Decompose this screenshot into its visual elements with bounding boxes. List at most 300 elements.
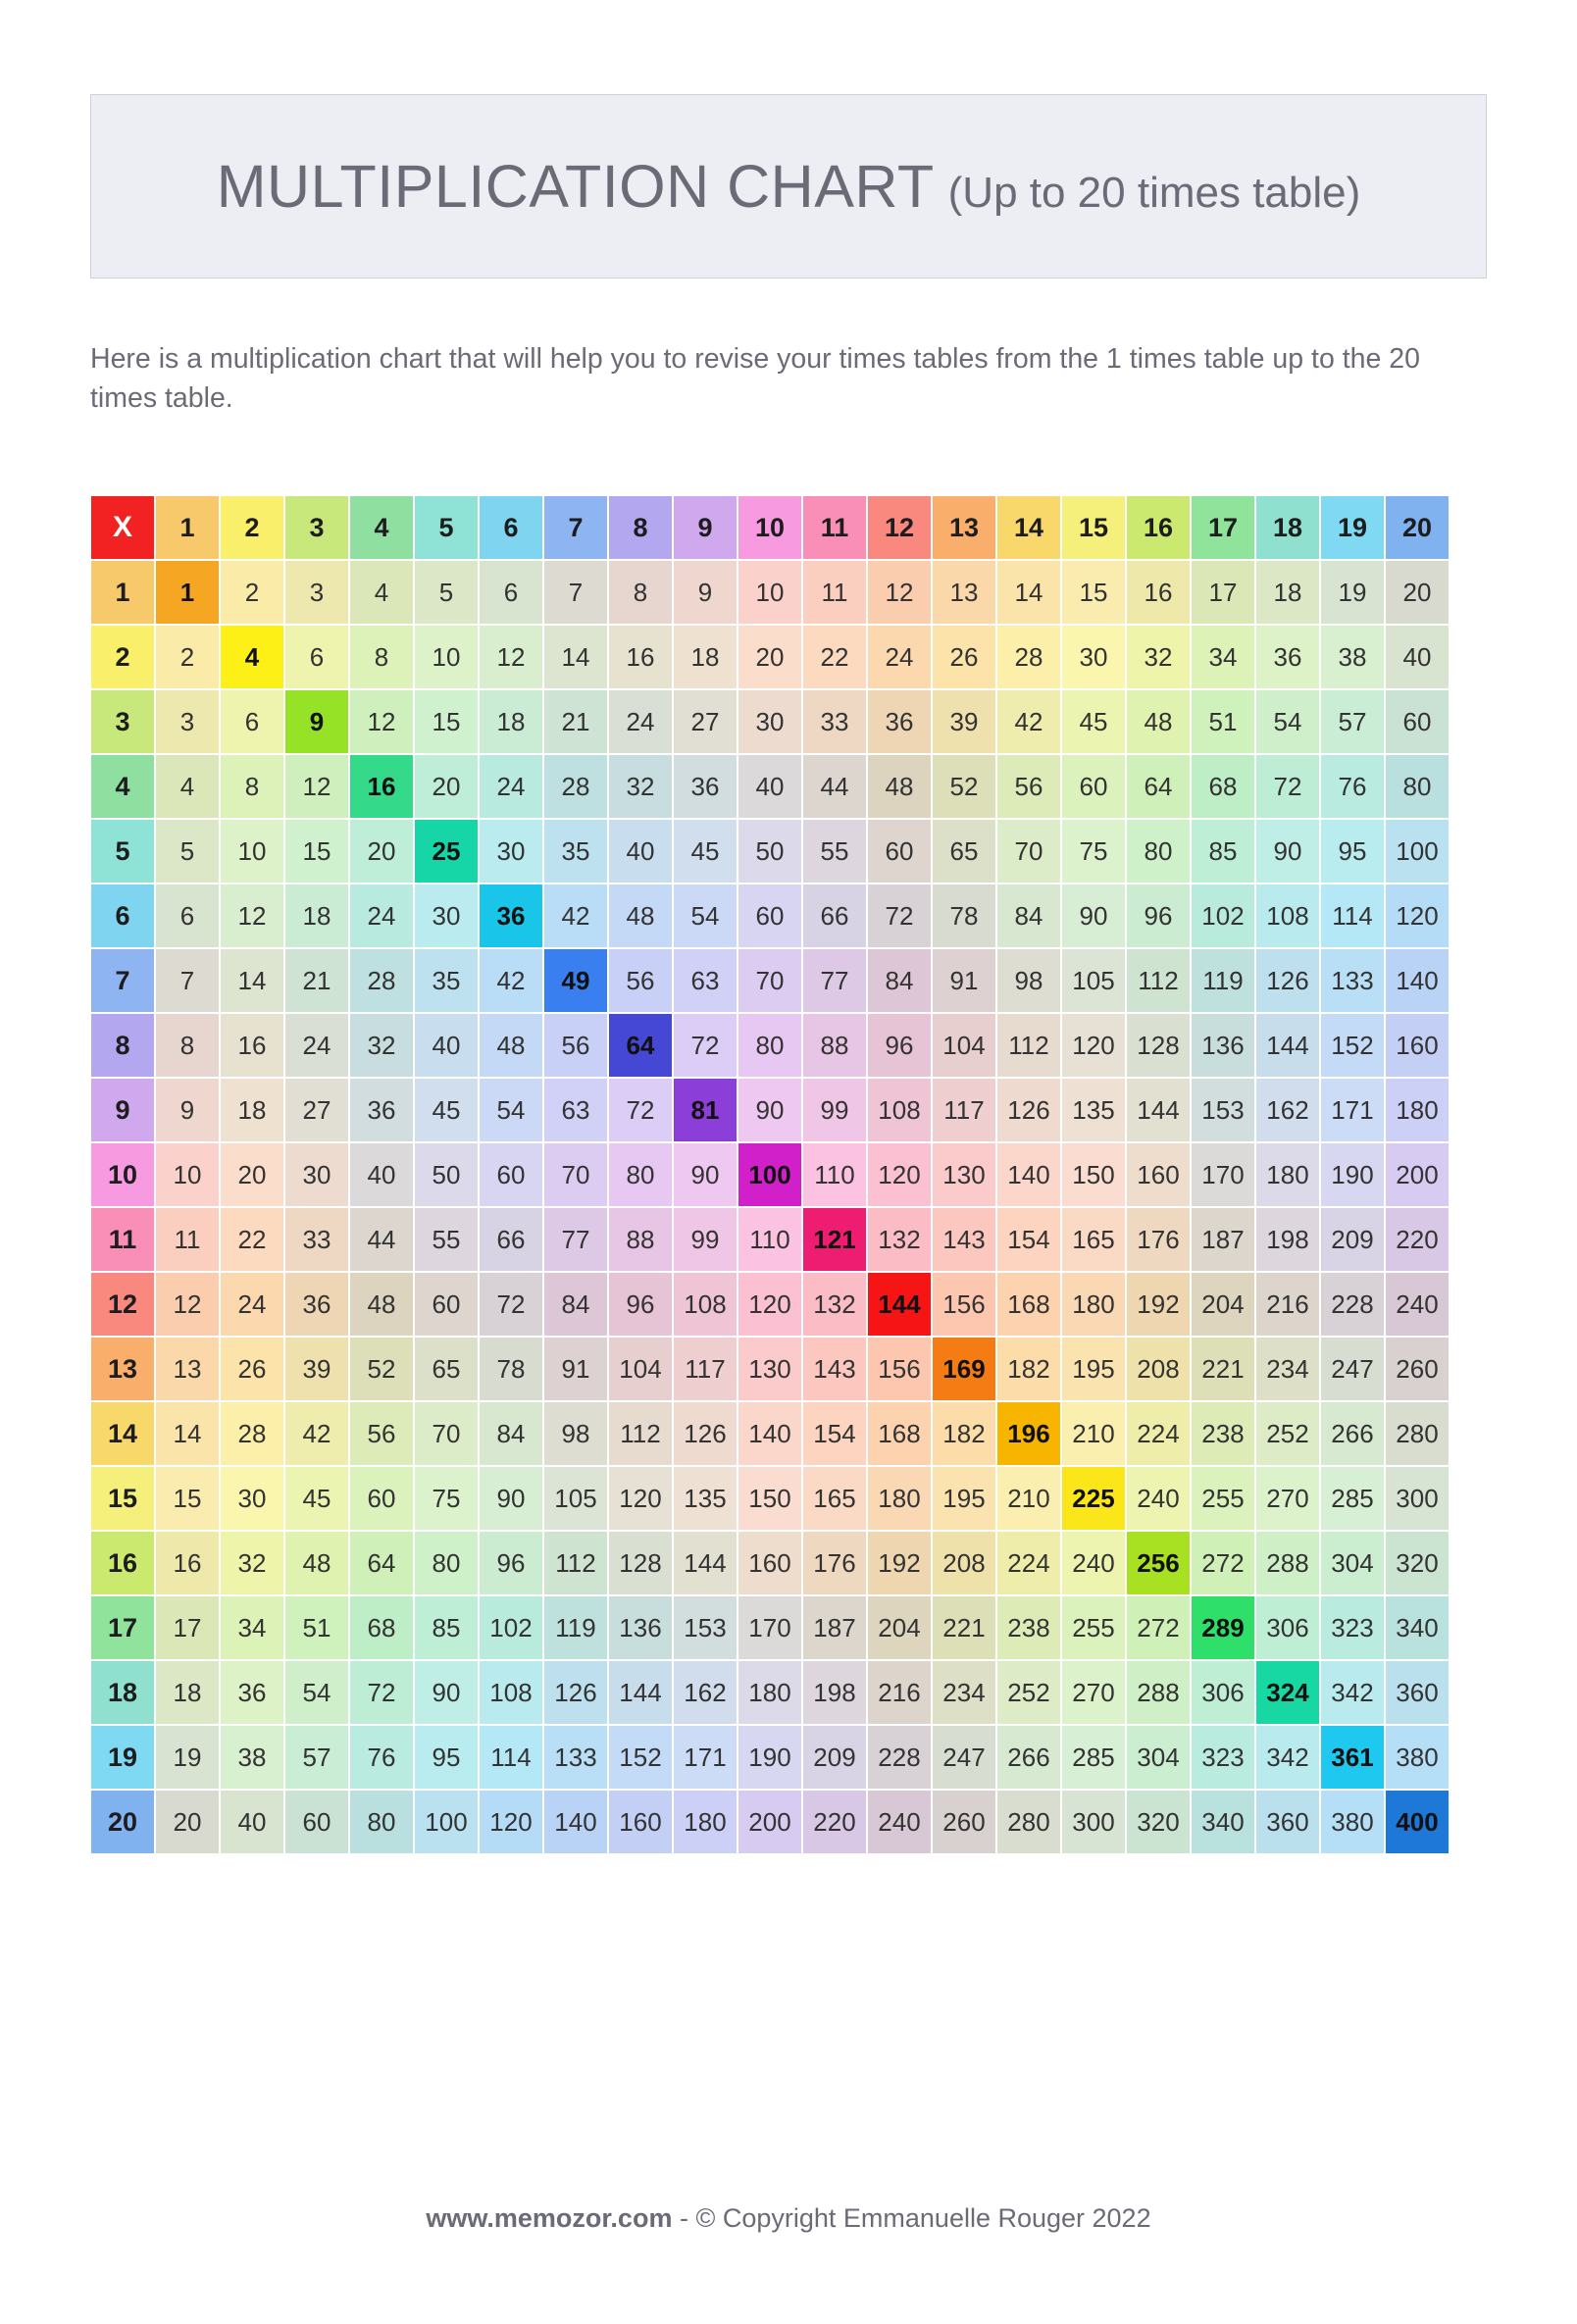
product-cell: 104 (608, 1337, 673, 1401)
product-cell: 144 (673, 1531, 738, 1595)
product-cell: 34 (220, 1595, 284, 1660)
product-cell: 84 (996, 884, 1061, 948)
product-cell: 36 (673, 754, 738, 819)
product-cell: 48 (608, 884, 673, 948)
product-cell: 56 (996, 754, 1061, 819)
product-cell: 15 (155, 1466, 220, 1531)
product-cell: 70 (414, 1401, 479, 1466)
column-header-cell: 14 (996, 495, 1061, 560)
product-cell: 11 (802, 560, 867, 625)
product-cell: 266 (1320, 1401, 1385, 1466)
product-cell: 100 (1385, 819, 1450, 884)
product-cell: 54 (284, 1660, 349, 1725)
product-cell: 165 (802, 1466, 867, 1531)
product-cell: 19 (155, 1725, 220, 1790)
product-cell: 72 (608, 1078, 673, 1142)
column-header-cell: 3 (284, 495, 349, 560)
product-cell: 260 (932, 1790, 996, 1854)
product-cell: 140 (996, 1142, 1061, 1207)
product-cell: 17 (155, 1595, 220, 1660)
product-cell: 90 (1061, 884, 1126, 948)
product-cell: 35 (414, 948, 479, 1013)
product-cell: 182 (932, 1401, 996, 1466)
diagonal-square-cell: 225 (1061, 1466, 1126, 1531)
product-cell: 182 (996, 1337, 1061, 1401)
product-cell: 285 (1320, 1466, 1385, 1531)
row-header-cell: 17 (90, 1595, 155, 1660)
product-cell: 323 (1320, 1595, 1385, 1660)
product-cell: 136 (608, 1595, 673, 1660)
product-cell: 180 (738, 1660, 802, 1725)
title-line (217, 152, 1361, 221)
product-cell: 272 (1191, 1531, 1255, 1595)
product-cell: 6 (220, 689, 284, 754)
product-cell: 120 (608, 1466, 673, 1531)
product-cell: 15 (284, 819, 349, 884)
product-cell: 150 (1061, 1142, 1126, 1207)
product-cell: 220 (802, 1790, 867, 1854)
product-cell: 180 (1255, 1142, 1320, 1207)
product-cell: 160 (1126, 1142, 1191, 1207)
product-cell: 12 (867, 560, 932, 625)
product-cell: 176 (802, 1531, 867, 1595)
product-cell: 288 (1126, 1660, 1191, 1725)
product-cell: 64 (349, 1531, 414, 1595)
product-cell: 228 (867, 1725, 932, 1790)
column-header-cell: 16 (1126, 495, 1191, 560)
product-cell: 9 (673, 560, 738, 625)
row-header-cell: 18 (90, 1660, 155, 1725)
table-header-row (90, 495, 1450, 560)
product-cell: 40 (414, 1013, 479, 1078)
product-cell: 216 (867, 1660, 932, 1725)
product-cell: 18 (479, 689, 543, 754)
diagonal-square-cell: 100 (738, 1142, 802, 1207)
product-cell: 57 (1320, 689, 1385, 754)
product-cell: 152 (1320, 1013, 1385, 1078)
product-cell: 20 (220, 1142, 284, 1207)
product-cell: 154 (802, 1401, 867, 1466)
product-cell: 38 (220, 1725, 284, 1790)
multiplication-table-wrapper (90, 495, 1450, 1854)
diagonal-square-cell: 289 (1191, 1595, 1255, 1660)
product-cell: 21 (284, 948, 349, 1013)
column-header-cell: 5 (414, 495, 479, 560)
product-cell: 18 (284, 884, 349, 948)
table-row (90, 1595, 1450, 1660)
product-cell: 18 (155, 1660, 220, 1725)
product-cell: 135 (1061, 1078, 1126, 1142)
product-cell: 187 (1191, 1207, 1255, 1272)
product-cell: 380 (1320, 1790, 1385, 1854)
product-cell: 6 (479, 560, 543, 625)
product-cell: 60 (867, 819, 932, 884)
product-cell: 162 (673, 1660, 738, 1725)
product-cell: 323 (1191, 1725, 1255, 1790)
product-cell: 170 (738, 1595, 802, 1660)
product-cell: 280 (1385, 1401, 1450, 1466)
product-cell: 60 (1385, 689, 1450, 754)
product-cell: 48 (1126, 689, 1191, 754)
product-cell: 247 (1320, 1337, 1385, 1401)
diagonal-square-cell: 144 (867, 1272, 932, 1337)
product-cell: 132 (802, 1272, 867, 1337)
product-cell: 12 (284, 754, 349, 819)
product-cell: 26 (220, 1337, 284, 1401)
product-cell: 66 (479, 1207, 543, 1272)
product-cell: 360 (1255, 1790, 1320, 1854)
product-cell: 26 (932, 625, 996, 689)
product-cell: 39 (284, 1337, 349, 1401)
product-cell: 28 (220, 1401, 284, 1466)
product-cell: 255 (1191, 1466, 1255, 1531)
diagonal-square-cell: 64 (608, 1013, 673, 1078)
product-cell: 42 (284, 1401, 349, 1466)
product-cell: 200 (1385, 1142, 1450, 1207)
row-header-cell: 4 (90, 754, 155, 819)
product-cell: 255 (1061, 1595, 1126, 1660)
product-cell: 96 (1126, 884, 1191, 948)
product-cell: 8 (220, 754, 284, 819)
table-row (90, 1078, 1450, 1142)
product-cell: 3 (284, 560, 349, 625)
product-cell: 192 (867, 1531, 932, 1595)
product-cell: 20 (738, 625, 802, 689)
product-cell: 56 (608, 948, 673, 1013)
product-cell: 7 (155, 948, 220, 1013)
product-cell: 72 (479, 1272, 543, 1337)
product-cell: 76 (349, 1725, 414, 1790)
diagonal-square-cell: 81 (673, 1078, 738, 1142)
product-cell: 78 (479, 1337, 543, 1401)
product-cell: 42 (543, 884, 608, 948)
product-cell: 72 (673, 1013, 738, 1078)
product-cell: 14 (220, 948, 284, 1013)
product-cell: 133 (1320, 948, 1385, 1013)
page-title: MULTIPLICATION CHART (216, 153, 935, 220)
product-cell: 108 (479, 1660, 543, 1725)
product-cell: 112 (1126, 948, 1191, 1013)
product-cell: 110 (738, 1207, 802, 1272)
product-cell: 24 (479, 754, 543, 819)
product-cell: 260 (1385, 1337, 1450, 1401)
product-cell: 48 (479, 1013, 543, 1078)
product-cell: 119 (543, 1595, 608, 1660)
product-cell: 50 (738, 819, 802, 884)
product-cell: 144 (608, 1660, 673, 1725)
product-cell: 221 (1191, 1337, 1255, 1401)
product-cell: 85 (414, 1595, 479, 1660)
table-row (90, 1660, 1450, 1725)
product-cell: 192 (1126, 1272, 1191, 1337)
product-cell: 128 (1126, 1013, 1191, 1078)
product-cell: 6 (284, 625, 349, 689)
product-cell: 120 (1061, 1013, 1126, 1078)
product-cell: 224 (996, 1531, 1061, 1595)
product-cell: 60 (349, 1466, 414, 1531)
diagonal-square-cell: 361 (1320, 1725, 1385, 1790)
product-cell: 80 (349, 1790, 414, 1854)
footer-site: www.memozor.com (426, 2203, 673, 2233)
product-cell: 54 (673, 884, 738, 948)
diagonal-square-cell: 121 (802, 1207, 867, 1272)
table-row (90, 1725, 1450, 1790)
diagonal-square-cell: 400 (1385, 1790, 1450, 1854)
product-cell: 90 (738, 1078, 802, 1142)
product-cell: 171 (1320, 1078, 1385, 1142)
product-cell: 198 (1255, 1207, 1320, 1272)
product-cell: 117 (673, 1337, 738, 1401)
column-header-cell: 2 (220, 495, 284, 560)
product-cell: 2 (220, 560, 284, 625)
product-cell: 56 (543, 1013, 608, 1078)
product-cell: 105 (1061, 948, 1126, 1013)
product-cell: 105 (543, 1466, 608, 1531)
product-cell: 306 (1255, 1595, 1320, 1660)
product-cell: 24 (284, 1013, 349, 1078)
product-cell: 170 (1191, 1142, 1255, 1207)
diagonal-square-cell: 9 (284, 689, 349, 754)
product-cell: 168 (867, 1401, 932, 1466)
column-header-cell: 10 (738, 495, 802, 560)
product-cell: 84 (867, 948, 932, 1013)
product-cell: 7 (543, 560, 608, 625)
product-cell: 51 (1191, 689, 1255, 754)
product-cell: 36 (867, 689, 932, 754)
product-cell: 98 (543, 1401, 608, 1466)
product-cell: 3 (155, 689, 220, 754)
worksheet-page (0, 94, 1577, 2324)
product-cell: 30 (414, 884, 479, 948)
product-cell: 112 (996, 1013, 1061, 1078)
product-cell: 84 (543, 1272, 608, 1337)
diagonal-square-cell: 256 (1126, 1531, 1191, 1595)
product-cell: 304 (1320, 1531, 1385, 1595)
product-cell: 27 (284, 1078, 349, 1142)
product-cell: 16 (608, 625, 673, 689)
diagonal-square-cell: 16 (349, 754, 414, 819)
product-cell: 65 (414, 1337, 479, 1401)
product-cell: 300 (1061, 1790, 1126, 1854)
product-cell: 16 (220, 1013, 284, 1078)
product-cell: 11 (155, 1207, 220, 1272)
product-cell: 39 (932, 689, 996, 754)
product-cell: 342 (1255, 1725, 1320, 1790)
product-cell: 108 (867, 1078, 932, 1142)
product-cell: 16 (1126, 560, 1191, 625)
product-cell: 40 (220, 1790, 284, 1854)
product-cell: 117 (932, 1078, 996, 1142)
product-cell: 252 (1255, 1401, 1320, 1466)
product-cell: 22 (802, 625, 867, 689)
product-cell: 55 (414, 1207, 479, 1272)
row-header-cell: 7 (90, 948, 155, 1013)
product-cell: 5 (155, 819, 220, 884)
product-cell: 114 (1320, 884, 1385, 948)
product-cell: 8 (155, 1013, 220, 1078)
diagonal-square-cell: 169 (932, 1337, 996, 1401)
product-cell: 14 (155, 1401, 220, 1466)
product-cell: 240 (1126, 1466, 1191, 1531)
product-cell: 52 (349, 1337, 414, 1401)
product-cell: 10 (738, 560, 802, 625)
product-cell: 102 (479, 1595, 543, 1660)
diagonal-square-cell: 1 (155, 560, 220, 625)
product-cell: 104 (932, 1013, 996, 1078)
product-cell: 4 (349, 560, 414, 625)
product-cell: 32 (349, 1013, 414, 1078)
product-cell: 95 (414, 1725, 479, 1790)
product-cell: 24 (349, 884, 414, 948)
product-cell: 96 (867, 1013, 932, 1078)
product-cell: 17 (1191, 560, 1255, 625)
product-cell: 153 (1191, 1078, 1255, 1142)
product-cell: 108 (673, 1272, 738, 1337)
column-header-cell: 18 (1255, 495, 1320, 560)
product-cell: 78 (932, 884, 996, 948)
product-cell: 160 (738, 1531, 802, 1595)
product-cell: 120 (479, 1790, 543, 1854)
product-cell: 128 (608, 1531, 673, 1595)
product-cell: 36 (349, 1078, 414, 1142)
product-cell: 120 (1385, 884, 1450, 948)
product-cell: 20 (349, 819, 414, 884)
row-header-cell: 1 (90, 560, 155, 625)
product-cell: 130 (932, 1142, 996, 1207)
column-header-cell: 11 (802, 495, 867, 560)
product-cell: 38 (1320, 625, 1385, 689)
product-cell: 180 (1385, 1078, 1450, 1142)
product-cell: 266 (996, 1725, 1061, 1790)
product-cell: 20 (414, 754, 479, 819)
product-cell: 77 (802, 948, 867, 1013)
column-header-cell: 17 (1191, 495, 1255, 560)
column-header-cell: 20 (1385, 495, 1450, 560)
product-cell: 380 (1385, 1725, 1450, 1790)
product-cell: 99 (673, 1207, 738, 1272)
product-cell: 360 (1385, 1660, 1450, 1725)
product-cell: 75 (414, 1466, 479, 1531)
table-row (90, 560, 1450, 625)
multiplication-table (90, 495, 1450, 1854)
product-cell: 165 (1061, 1207, 1126, 1272)
product-cell: 342 (1320, 1660, 1385, 1725)
product-cell: 120 (867, 1142, 932, 1207)
product-cell: 132 (867, 1207, 932, 1272)
product-cell: 280 (996, 1790, 1061, 1854)
product-cell: 160 (608, 1790, 673, 1854)
column-header-cell: 15 (1061, 495, 1126, 560)
product-cell: 168 (996, 1272, 1061, 1337)
product-cell: 12 (220, 884, 284, 948)
product-cell: 45 (284, 1466, 349, 1531)
product-cell: 12 (479, 625, 543, 689)
diagonal-square-cell: 324 (1255, 1660, 1320, 1725)
product-cell: 126 (673, 1401, 738, 1466)
product-cell: 143 (932, 1207, 996, 1272)
product-cell: 60 (479, 1142, 543, 1207)
product-cell: 54 (1255, 689, 1320, 754)
product-cell: 40 (349, 1142, 414, 1207)
product-cell: 144 (1255, 1013, 1320, 1078)
product-cell: 180 (1061, 1272, 1126, 1337)
product-cell: 156 (932, 1272, 996, 1337)
product-cell: 210 (1061, 1401, 1126, 1466)
product-cell: 6 (155, 884, 220, 948)
product-cell: 13 (155, 1337, 220, 1401)
product-cell: 15 (414, 689, 479, 754)
product-cell: 238 (1191, 1401, 1255, 1466)
product-cell: 18 (1255, 560, 1320, 625)
product-cell: 152 (608, 1725, 673, 1790)
product-cell: 234 (1255, 1337, 1320, 1401)
product-cell: 140 (543, 1790, 608, 1854)
product-cell: 240 (1061, 1531, 1126, 1595)
product-cell: 20 (155, 1790, 220, 1854)
footer-copyright: - © Copyright Emmanuelle Rouger 2022 (672, 2203, 1151, 2233)
column-header-cell: 4 (349, 495, 414, 560)
product-cell: 216 (1255, 1272, 1320, 1337)
title-banner (90, 94, 1487, 278)
product-cell: 30 (220, 1466, 284, 1531)
product-cell: 68 (349, 1595, 414, 1660)
product-cell: 2 (155, 625, 220, 689)
product-cell: 112 (543, 1531, 608, 1595)
table-row (90, 1531, 1450, 1595)
product-cell: 13 (932, 560, 996, 625)
product-cell: 75 (1061, 819, 1126, 884)
row-header-cell: 5 (90, 819, 155, 884)
product-cell: 33 (802, 689, 867, 754)
table-row (90, 689, 1450, 754)
column-header-cell: 9 (673, 495, 738, 560)
product-cell: 300 (1385, 1466, 1450, 1531)
table-row (90, 1207, 1450, 1272)
product-cell: 80 (738, 1013, 802, 1078)
product-cell: 180 (673, 1790, 738, 1854)
product-cell: 55 (802, 819, 867, 884)
product-cell: 48 (867, 754, 932, 819)
product-cell: 304 (1126, 1725, 1191, 1790)
row-header-cell: 13 (90, 1337, 155, 1401)
product-cell: 162 (1255, 1078, 1320, 1142)
product-cell: 270 (1255, 1466, 1320, 1531)
product-cell: 32 (1126, 625, 1191, 689)
product-cell: 24 (220, 1272, 284, 1337)
product-cell: 108 (1255, 884, 1320, 948)
column-header-cell: 8 (608, 495, 673, 560)
product-cell: 10 (220, 819, 284, 884)
product-cell: 10 (155, 1142, 220, 1207)
product-cell: 14 (996, 560, 1061, 625)
product-cell: 198 (802, 1660, 867, 1725)
product-cell: 48 (349, 1272, 414, 1337)
product-cell: 77 (543, 1207, 608, 1272)
product-cell: 45 (673, 819, 738, 884)
row-header-cell: 10 (90, 1142, 155, 1207)
product-cell: 63 (543, 1078, 608, 1142)
product-cell: 208 (1126, 1337, 1191, 1401)
product-cell: 252 (996, 1660, 1061, 1725)
diagonal-square-cell: 49 (543, 948, 608, 1013)
product-cell: 51 (284, 1595, 349, 1660)
product-cell: 340 (1385, 1595, 1450, 1660)
row-header-cell: 20 (90, 1790, 155, 1854)
product-cell: 44 (349, 1207, 414, 1272)
product-cell: 18 (673, 625, 738, 689)
product-cell: 135 (673, 1466, 738, 1531)
product-cell: 144 (1126, 1078, 1191, 1142)
